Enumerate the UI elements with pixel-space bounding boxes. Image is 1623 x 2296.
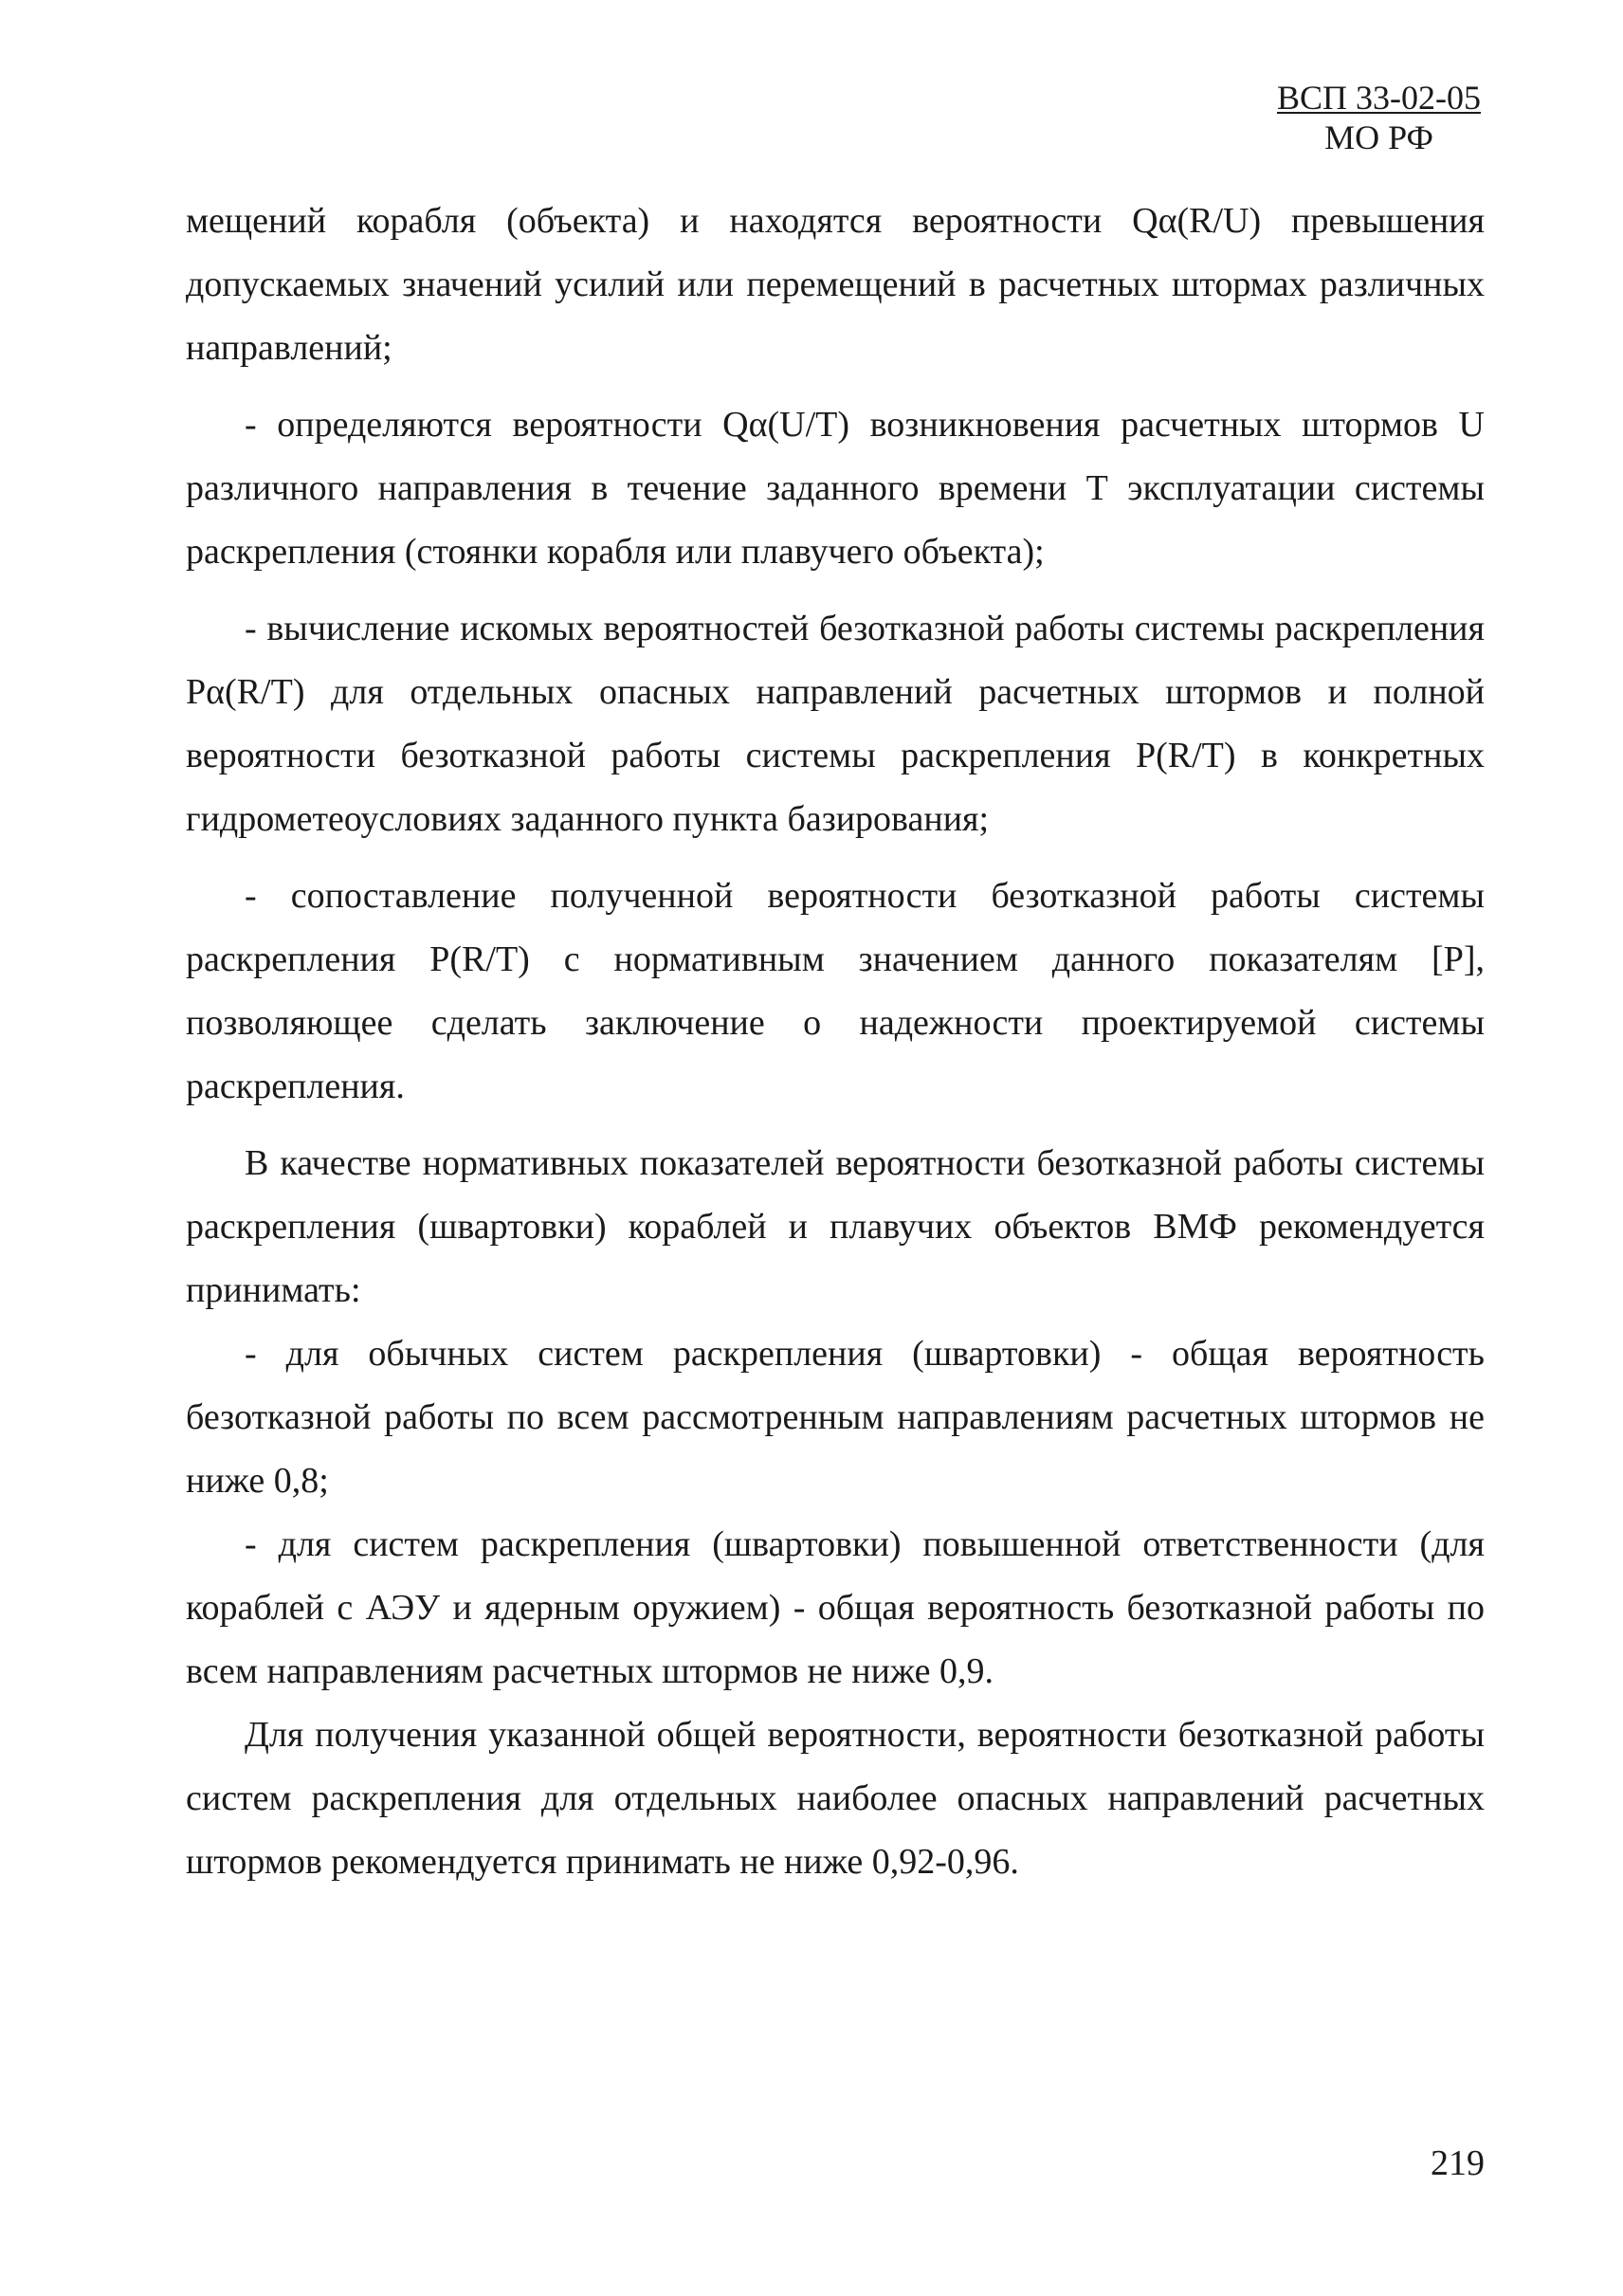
list-item-ordinary-systems: - для обычных систем раскрепления (швартовки) - общая вероятность безотказной работы по всем рассмотренным направлениям расчетных штормов не ниже 0,8; bbox=[186, 1334, 1485, 1501]
list-item-reliability-calculation: - вычисление искомых вероятностей безотказной работы системы раскрепления Pα(R/T) для отдельных опасных направлений расчетных штормов и полной вероятности безотказной работы системы раскрепления P(R/T) в конкретных гидрометеоусловиях заданного пункта базирования; bbox=[186, 609, 1485, 839]
list-item-probabilities-storms: - определяются вероятности Qα(U/T) возникновения расчетных штормов U различного направления в течение заданного времени Т эксплуатации системы раскрепления (стоянки корабля или плавучего объекта); bbox=[186, 405, 1485, 572]
document-header bbox=[1277, 78, 1481, 157]
paragraph-continuation: мещений корабля (объекта) и находятся вероятности Qα(R/U) превышения допускаемых значений усилий или перемещений в расчетных штормах различных направлений; bbox=[186, 201, 1485, 368]
document-code: ВСП 33-02-05 bbox=[1277, 79, 1481, 117]
list-item-comparison: - сопоставление полученной вероятности безотказной работы системы раскрепления P(R/T) с нормативным значением данного показателям [P], позволяющее сделать заключение о надежности проектируемой системы раскрепления. bbox=[186, 876, 1485, 1106]
list-item-high-responsibility-systems: - для систем раскрепления (швартовки) повышенной ответственности (для кораблей с АЭУ и ядерным оружием) - общая вероятность безотказной работы по всем направлениям расчетных штормов не ниже 0,9. bbox=[186, 1524, 1485, 1691]
page-number: 219 bbox=[1431, 2143, 1485, 2183]
paragraph-normative-indicators: В качестве нормативных показателей вероятности безотказной работы системы раскрепления (швартовки) кораблей и плавучих объектов ВМФ рекомендуется принимать: bbox=[186, 1143, 1485, 1310]
paragraph-recommendation: Для получения указанной общей вероятности, вероятности безотказной работы систем раскрепления для отдельных наиболее опасных направлений расчетных штормов рекомендуется принимать не ниже 0,92-0,96. bbox=[186, 1715, 1485, 1882]
document-body bbox=[186, 190, 1485, 1894]
document-organization: МО РФ bbox=[1324, 118, 1433, 156]
